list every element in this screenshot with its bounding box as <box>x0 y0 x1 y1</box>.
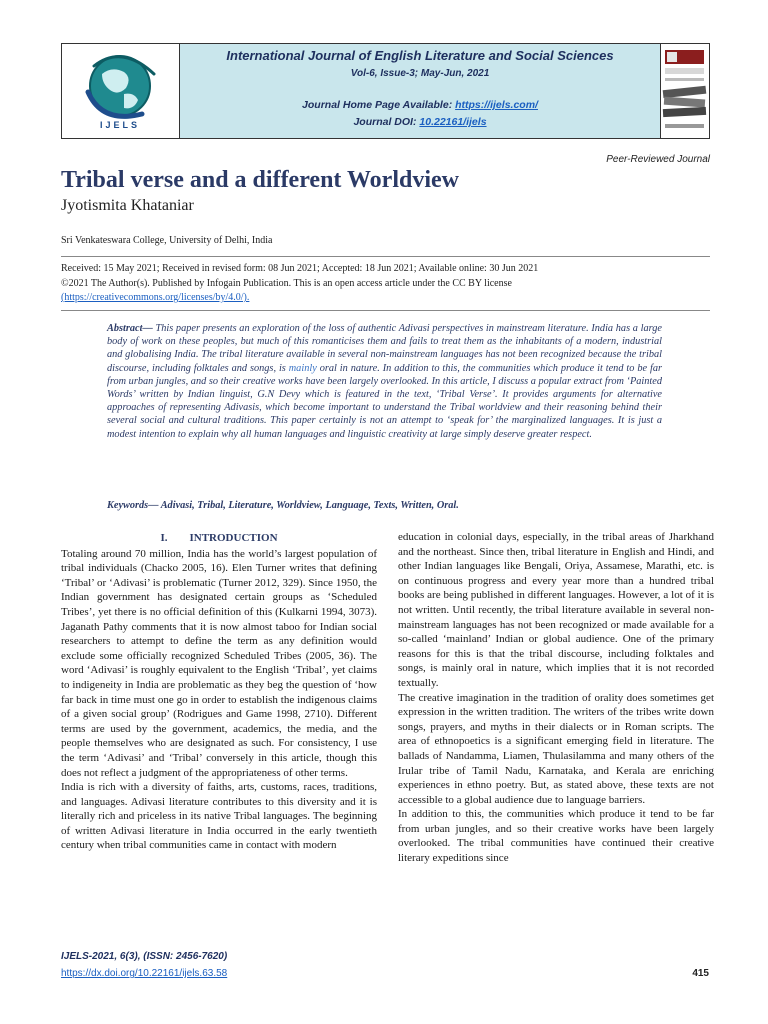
section-heading <box>61 531 377 546</box>
divider-top <box>61 256 710 257</box>
section-title: INTRODUCTION <box>189 532 278 544</box>
divider-bottom <box>61 310 710 311</box>
home-link[interactable]: https://ijels.com/ <box>455 99 538 111</box>
article-dates: Received: 15 May 2021; Received in revised form: 08 Jun 2021; Accepted: 18 Jun 2021; Available online: 30 Jun 2021 <box>61 263 539 274</box>
license-link[interactable]: (https://creativecommons.org/licenses/by/4.0/). <box>61 292 250 303</box>
journal-title: International Journal of English Literature and Social Sciences <box>226 48 614 63</box>
abstract-highlight: mainly <box>288 362 317 374</box>
doi-label: Journal DOI: <box>353 116 420 128</box>
keywords-label: Keywords— <box>107 500 159 511</box>
journal-logo <box>62 44 180 138</box>
license-line <box>61 291 249 305</box>
paragraph: education in colonial days, especially, in the tribal areas of Jharkhand and the northeast. Since then, tribal literature in English and Hindi, and other Indian languages like Bengali, Oriya, Assamese, Marathi, etc. is on continuous progress and every year more than a hundred tribal books are being published in different languages. However, a lot of it is not written. Until recently, the tribal literature available in several non-mainstream languages has not been recognized or made available for a so-called ‘mainland’ Indian or global audience. One of the primary reasons for this is that the tribal discourse, including folktales and songs, is mainly oral in nature, which implies that it is not recorded textually. <box>398 531 714 689</box>
peer-reviewed-label: Peer-Reviewed Journal <box>606 154 710 165</box>
section-number: I. <box>160 532 168 544</box>
right-column <box>398 530 714 866</box>
journal-doi-line <box>180 116 660 128</box>
logo-text: IJELS <box>99 120 140 130</box>
footer-doi-link[interactable]: https://dx.doi.org/10.22161/ijels.63.58 <box>61 968 228 979</box>
journal-volume: Vol-6, Issue-3; May-Jun, 2021 <box>350 68 490 79</box>
keywords-text: Adivasi, Tribal, Literature, Worldview, Language, Texts, Written, Oral. <box>158 500 459 511</box>
journal-info <box>180 44 660 138</box>
page-number: 415 <box>692 968 709 979</box>
paragraph: The creative imagination in the tradition of orality does sometimes get expression in the written tradition. The writers of the tribes write down songs, prayers, and myths in their dialects or in Roman scripts. The area of ethnopoetics is a significant emerging field in literature. The ballads of Nandamma, Liamen, Thulasilamma and many others of the Irular tribe of Tamil Nadu, Karnataka, and Kerala are enriching experiences in ethno poetry. But, as stated above, these texts are not accessible to a global audience due to language barriers. <box>398 691 714 806</box>
journal-doi-link[interactable]: 10.22161/ijels <box>419 116 487 128</box>
abstract-text-2: oral in nature. In addition to this, the communities which produce it tend to be far from urban jungles, and so their creative works have been largely overlooked. In this article, I discuss a popular extract from ‘Painted Words’ written by Indian linguist, G.N Devy which is featured in the text, ‘Tribal Verse’. It provides arguments for alternative approaches of representing Adivasis, which become important to understand the Tribal worldview and their reasoning behind their several social and cultural traditions. This paper certainly is not an attempt to ‘speak for’ the marginalized languages. It is just a modest intention to explain why all human languages and linguistic creativity at large simply deserve greater respect. <box>107 362 663 440</box>
abstract-label: Abstract— <box>107 323 153 334</box>
journal-home-line <box>180 99 660 111</box>
keywords <box>107 500 662 511</box>
paragraph: India is rich with a diversity of faiths, arts, customs, races, traditions, and languages. Adivasi literature contributes to this diversity and it is literally rich and priceless in its native Tribal languages. The beginning of written Adivasi literature in India occurred in the early twentieth century when tribal communities came in contact with modern <box>61 781 377 852</box>
book-stack-icon <box>661 44 708 138</box>
abstract-text-1: This paper presents an exploration of the loss of authentic Adivasi perspectives in mainstream literature. India has a large body of work on these peoples, but much of this romanticises them and fails to treat them as the inhabitants of a modern, industrial and globalising India. The tribal literature available in several non-mainstream languages has not been recognized because the tribal discourse, including folktales and songs, is <box>107 323 662 374</box>
article-title: Tribal verse and a different Worldview <box>61 167 459 193</box>
paragraph: In addition to this, the communities which produce it tend to be far from urban jungles, and so their creative works have been largely overlooked. The tribal communities have continued their creative literary expeditions since <box>398 808 714 865</box>
affiliation: Sri Venkateswara College, University of Delhi, India <box>61 235 273 246</box>
abstract <box>107 322 662 441</box>
left-column <box>61 531 377 853</box>
home-label: Journal Home Page Available: <box>302 99 456 111</box>
copyright-line: ©2021 The Author(s). Published by Infogain Publication. This is an open access article under the CC BY license <box>61 278 512 289</box>
journal-header <box>61 43 710 139</box>
footer-doi <box>61 968 227 979</box>
paragraph: Totaling around 70 million, India has the world’s largest population of tribal individuals (Chacko 2005, 16). Elen Turner writes that defining ‘Tribal’ or ‘Adivasi’ is problematic (Turner 2012, 329). Since 1950, the Indian government has designated certain groups as ‘Scheduled Tribes’, yet there is no official definition of this (Kulkarni 1994, 3073). Jaganath Pathy comments that it is now almost taboo for Indian social researchers to attempt to define the term as any definition would exclude some officially recognized Scheduled Tribes (2005, 36). The word ‘Adivasi’ is roughly equivalent to the English ‘Tribal’, yet claims to indigeneity in India are problematic as they beg the question of ‘how far back in time must one go in order to establish the indigenous claims of a given social group’ (Rodrigues and Game 1998, 2710). Different terms are used by the government, academics, the media, and the people themselves who are designated as such. For consistency, I use the term ‘Adivasi’ and ‘Tribal’ conversely in this article, though this does not reflect a judgment of the appropriateness of other terms. <box>61 547 377 779</box>
journal-cover-image <box>660 44 709 138</box>
author-name: Jyotismita Khataniar <box>61 197 194 214</box>
footer-citation: IJELS-2021, 6(3), (ISSN: 2456-7620) <box>61 951 228 962</box>
